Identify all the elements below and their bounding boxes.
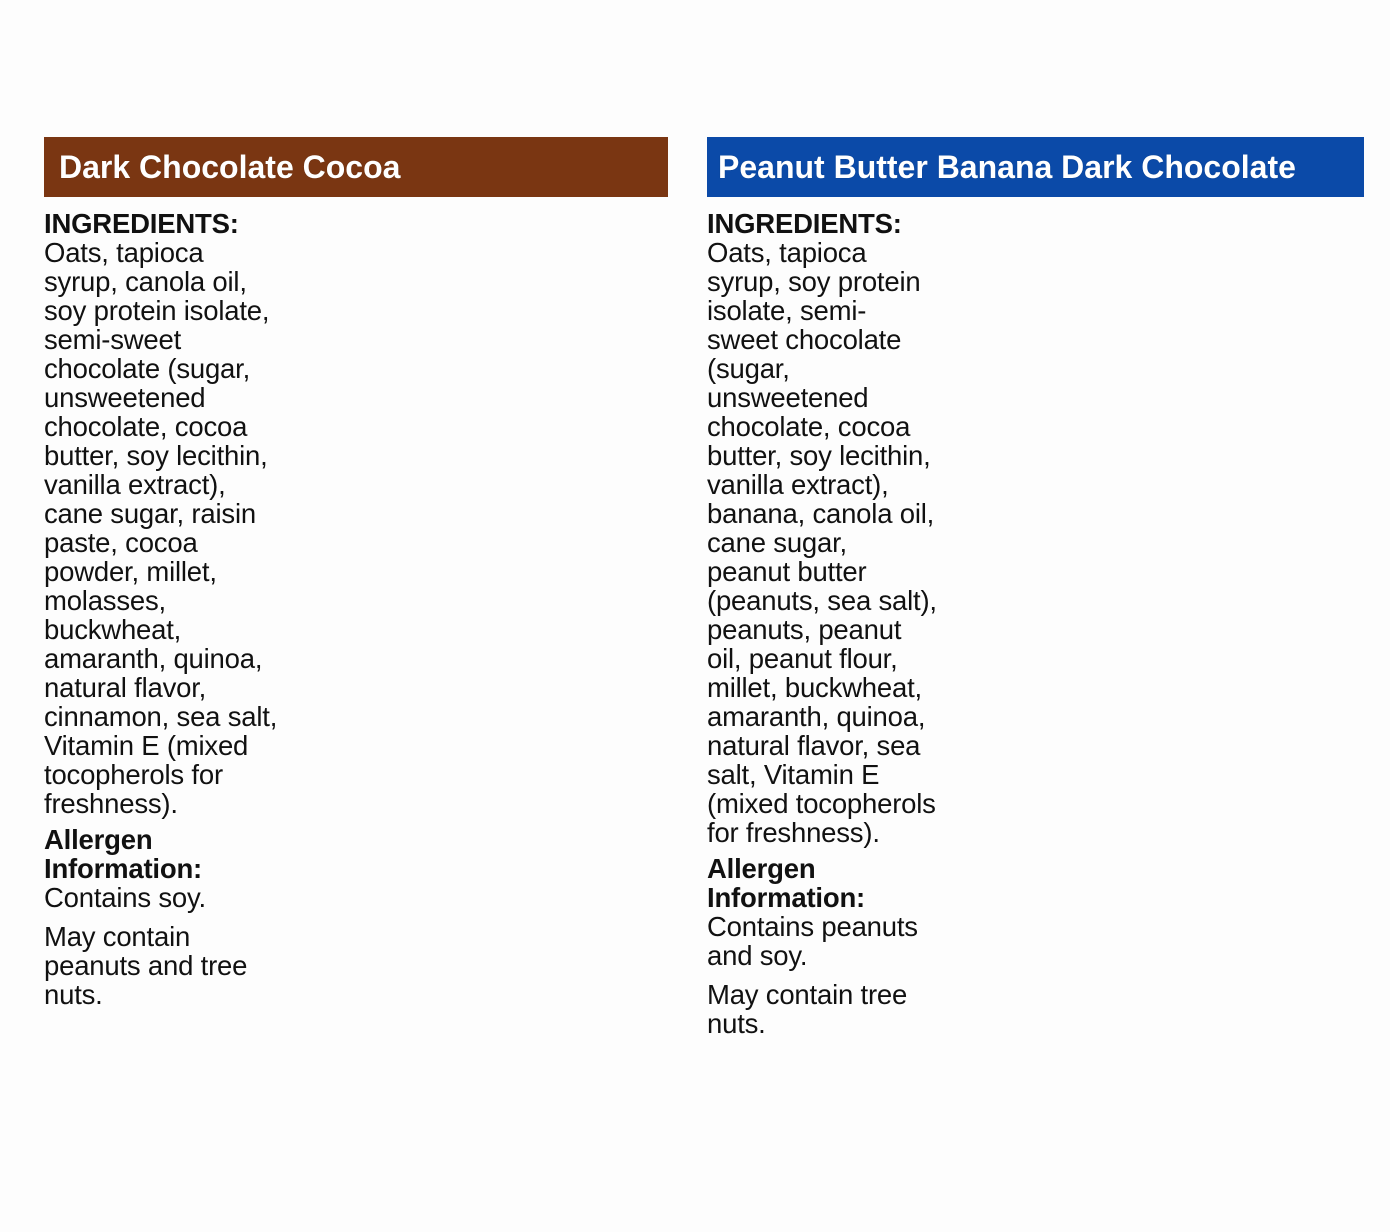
ingredients-list: Oats, tapioca syrup, soy protein isolate, semi-sweet chocolate (sugar, unsweetened chocolate, cocoa butter, soy lecithin, vanilla extract), banana, canola oil, cane sugar, peanut butter (peanuts, sea salt), peanuts, peanut oil, peanut flour, millet, buckwheat, amaranth, quinoa, natural flavor, sea salt, Vitamin E (mixed tocopherols for freshness). [707, 237, 937, 848]
allergen-section [707, 854, 937, 1038]
product-panel-peanut-butter-banana [707, 137, 1364, 1038]
allergen-may-contain: May contain peanuts and tree nuts. [44, 921, 248, 1010]
allergen-contains: Contains soy. [44, 882, 206, 913]
allergen-heading: Allergen Information: [44, 824, 202, 884]
product-info [44, 197, 668, 1009]
product-panel-dark-chocolate-cocoa [44, 137, 668, 1009]
ingredients-heading: INGREDIENTS: [44, 208, 239, 239]
product-title: Peanut Butter Banana Dark Chocolate [718, 149, 1296, 185]
product-title: Dark Chocolate Cocoa [59, 149, 401, 185]
product-title-bar [707, 137, 1364, 197]
ingredients-heading: INGREDIENTS: [707, 208, 902, 239]
allergen-may-contain: May contain tree nuts. [707, 979, 908, 1039]
ingredients-section [44, 209, 284, 1009]
allergen-contains: Contains peanuts and soy. [707, 911, 918, 971]
product-title-bar [44, 137, 668, 197]
ingredients-section [707, 209, 937, 1038]
allergen-heading: Allergen Information: [707, 853, 865, 913]
allergen-section [44, 825, 284, 1009]
product-info [707, 197, 1364, 1038]
ingredients-list: Oats, tapioca syrup, canola oil, soy protein isolate, semi-sweet chocolate (sugar, unsweetened chocolate, cocoa butter, soy lecithin, vanilla extract), cane sugar, raisin paste, cocoa powder, millet, molasses, buckwheat, amaranth, quinoa, natural flavor, cinnamon, sea salt, Vitamin E (mixed tocopherols for freshness). [44, 237, 278, 819]
